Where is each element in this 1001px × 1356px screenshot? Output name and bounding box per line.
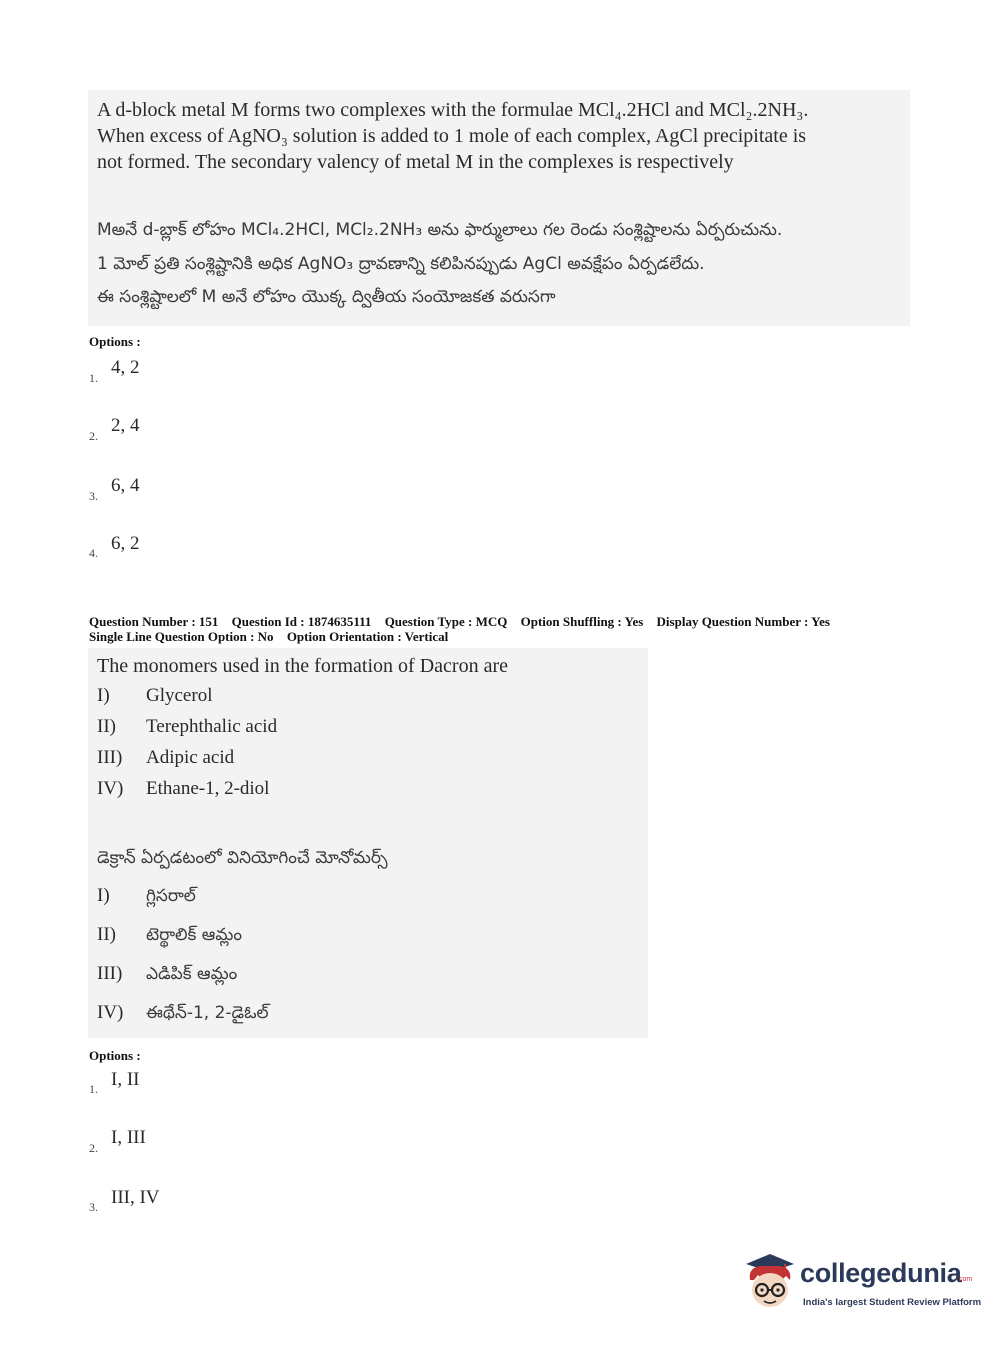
q2-tel-item-4-text: ఈథేన్-1, 2-డైఓల్	[146, 1003, 269, 1023]
question-1-line-2: When excess of AgNO₃ solution is added to 1 mole of each complex, AgCl precipitate is	[97, 125, 807, 147]
question-1-english	[97, 97, 897, 175]
q2-tel-item-1-roman: I)	[97, 885, 110, 906]
q2-tel-item-3-roman: III)	[97, 963, 123, 984]
logo-suffix: .com	[957, 1276, 973, 1283]
display-question-number: Display Question Number : Yes	[656, 614, 830, 629]
single-line-question-option: Single Line Question Option : No	[89, 629, 274, 644]
logo-wordmark: collegedunia	[800, 1258, 962, 1288]
q2-tel-item-1-text: గ్లిసరాల్	[146, 886, 196, 906]
collegedunia-mascot-icon	[740, 1250, 798, 1312]
q1-option-4-number: 4.	[89, 546, 98, 560]
q1-option-2-value[interactable]: 2, 4	[111, 415, 140, 436]
q1-option-1-value[interactable]: 4, 2	[111, 357, 140, 378]
q2-item-2-roman: II)	[97, 716, 116, 737]
q2-tel-item-2-roman: II)	[97, 924, 116, 945]
q2-item-4-roman: IV)	[97, 778, 124, 799]
option-shuffling: Option Shuffling : Yes	[520, 614, 644, 629]
q2-item-3-text: Adipic acid	[146, 747, 235, 768]
metadata-line-2	[89, 629, 969, 644]
q2-option-1-number: 1.	[89, 1082, 98, 1096]
question-2-options-label: Options :	[89, 1048, 141, 1063]
q2-item-4-text: Ethane-1, 2-diol	[146, 778, 270, 799]
question-id: Question Id : 1874635111	[231, 614, 372, 629]
question-2-english-stem: The monomers used in the formation of Dacron are	[97, 655, 508, 677]
question-1-telugu-line-1: Mఅనే d-బ్లాక్ లోహం MCl₄.2HCl, MCl₂.2NH₃ అను ఫార్ములాలు గల రెండు సంశ్లిష్టాలను ఏర్పరుచును.	[97, 220, 783, 240]
q2-option-3-number: 3.	[89, 1200, 98, 1214]
q2-item-2-text: Terephthalic acid	[146, 716, 278, 737]
q2-tel-item-2-text: టెర్థాలిక్ ఆమ్లం	[146, 925, 242, 945]
question-2-telugu-stem: డెక్రాన్ ఏర్పడటంలో వినియోగించే మోనోమర్స్	[97, 848, 388, 868]
question-1-telugu-line-2: 1 మోల్ ప్రతి సంశ్లిష్టానికి అధిక AgNO₃ ద్రావణాన్ని కలిపినప్పుడు AgCl అవక్షేపం ఏర్పడలేదు.	[97, 254, 705, 274]
q2-item-1-roman: I)	[97, 685, 110, 706]
question-type: Question Type : MCQ	[384, 614, 508, 629]
q2-tel-item-3-text: ఎడిపిక్ ఆమ్లం	[146, 964, 238, 984]
question-1-line-3: not formed. The secondary valency of metal M in the complexes is respectively	[97, 151, 734, 173]
q1-option-3-number: 3.	[89, 489, 98, 503]
question-number: Question Number : 151	[89, 614, 219, 629]
q2-option-2-number: 2.	[89, 1141, 98, 1155]
q2-option-3-value[interactable]: III, IV	[111, 1187, 160, 1208]
q1-option-1-number: 1.	[89, 371, 98, 385]
q2-option-1-value[interactable]: I, II	[111, 1069, 140, 1090]
question-1-options-label: Options :	[89, 334, 141, 349]
question-metadata	[89, 614, 969, 644]
q1-option-4-value[interactable]: 6, 2	[111, 533, 140, 554]
q1-option-3-value[interactable]: 6, 4	[111, 475, 140, 496]
q2-item-3-roman: III)	[97, 747, 123, 768]
option-orientation: Option Orientation : Vertical	[286, 629, 449, 644]
q1-option-2-number: 2.	[89, 429, 98, 443]
q2-option-2-value[interactable]: I, III	[111, 1127, 146, 1148]
logo-tagline: India's largest Student Review Platform	[803, 1297, 982, 1308]
q2-item-1-text: Glycerol	[146, 685, 213, 706]
question-1-telugu-line-3: ఈ సంశ్లిష్టాలలో M అనే లోహం యొక్క ద్వితీయ సంయోజకత వరుసగా	[97, 287, 556, 307]
metadata-line-1	[89, 614, 969, 629]
question-1-line-1: A d-block metal M forms two complexes with the formulae MCl₄.2HCl and MCl₂.2NH₃.	[97, 99, 809, 121]
q2-tel-item-4-roman: IV)	[97, 1002, 124, 1023]
